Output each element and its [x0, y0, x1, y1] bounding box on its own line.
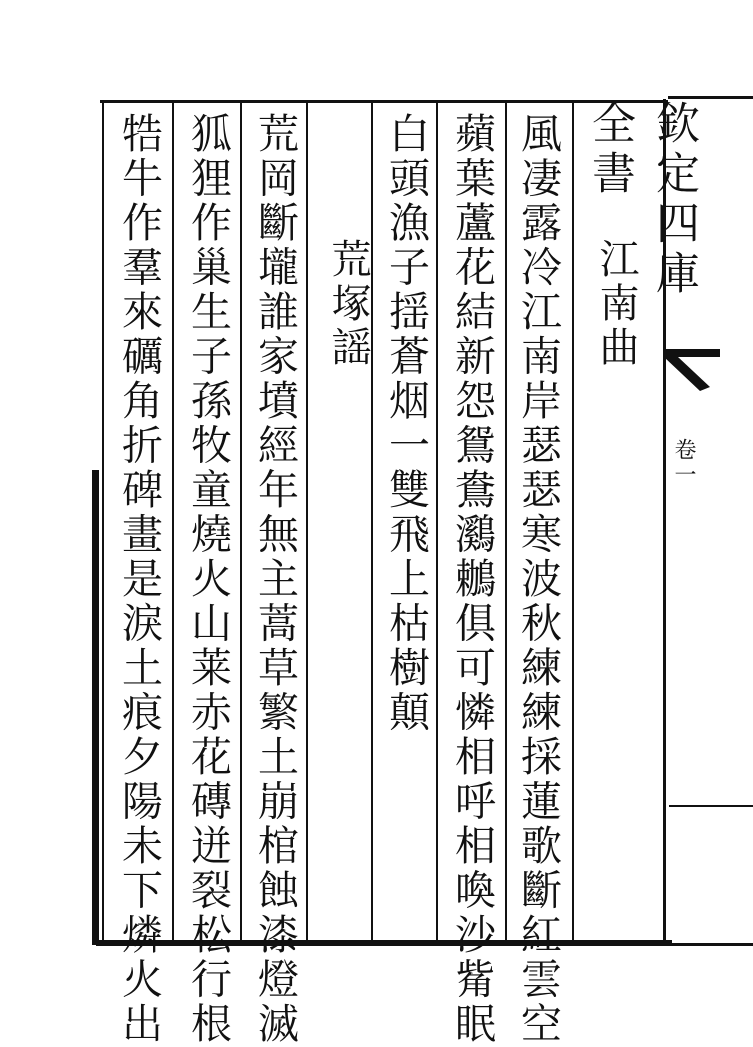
column-divider: [306, 103, 308, 941]
juan-label: 卷一: [671, 438, 696, 488]
text-column-4: 荒岡斷壠誰家墳經年無主蒿草繁土崩棺蝕漆燈滅: [251, 112, 299, 1047]
text-column-2: 蘋葉蘆花結新怨鴛鴦鸂鶒俱可憐相呼相喚沙觜眠: [448, 112, 496, 1047]
bottom-border: [96, 940, 672, 946]
left-border-thin: [102, 103, 104, 941]
poem-title: 荒塚謡: [325, 238, 371, 370]
fish-tail-mark: [660, 335, 720, 395]
fold-mark: [669, 805, 753, 807]
text-column-6: 牿牛作羣來礪角折碑畫是淚土痕夕陽未下燐火出: [115, 112, 163, 1047]
text-column-5: 狐狸作巢生子孫牧童燒火山莱赤花磚迸裂松行根: [184, 112, 232, 1047]
column-divider: [371, 103, 373, 941]
text-column-3: 白頭漁子揺蒼烟一雙飛上枯樹顛: [382, 112, 430, 735]
bottom-border-right: [660, 943, 753, 946]
top-border-right: [668, 96, 753, 99]
column-divider: [172, 103, 174, 941]
left-border: [92, 470, 99, 945]
column-divider: [436, 103, 438, 941]
book-title: 欽定四庫全書: [584, 100, 699, 300]
column-divider: [505, 103, 507, 941]
column-divider: [240, 103, 242, 941]
text-column-1: 風凄露冷江南岸瑟瑟寒波秋練練採蓮歌斷紅雲空: [514, 112, 562, 1047]
poem-title: 江南曲: [593, 238, 639, 370]
column-divider: [572, 103, 574, 941]
